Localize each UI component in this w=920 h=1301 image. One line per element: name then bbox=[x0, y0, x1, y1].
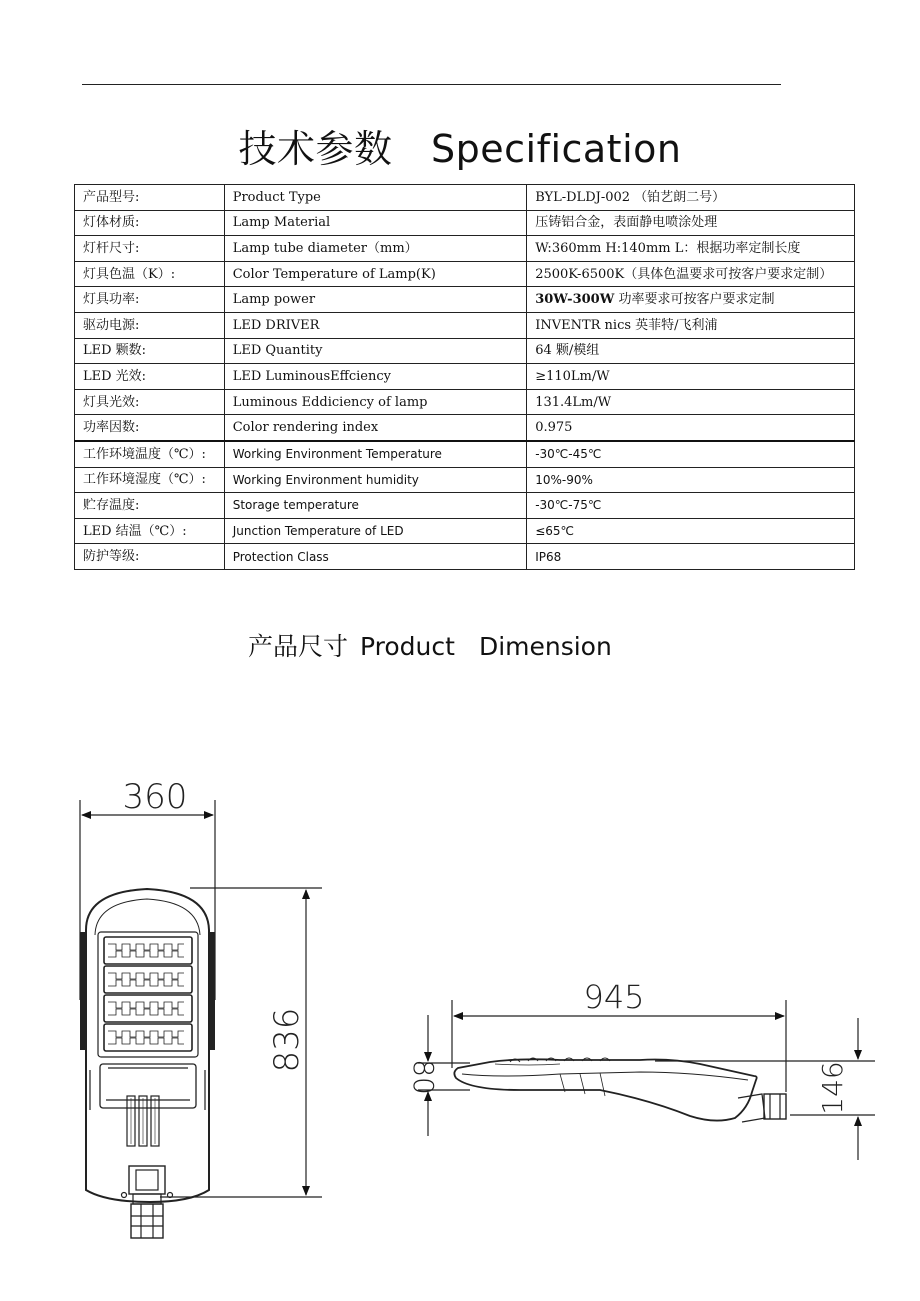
total-height-dimension-label: 146 bbox=[816, 1061, 849, 1115]
row-en-label: Lamp Material bbox=[224, 210, 526, 236]
side-view-drawing bbox=[418, 1000, 875, 1160]
row-en-label: LED LuminousEffciency bbox=[224, 364, 526, 390]
width-dimension-label: 360 bbox=[122, 777, 188, 817]
row-cn-label: LED 结温（℃）: bbox=[75, 518, 225, 544]
row-cn-label: 工作环境温度（℃）: bbox=[75, 441, 225, 467]
row-en-label: Luminous Eddiciency of lamp bbox=[224, 389, 526, 415]
row-en-label: Working Environment Temperature bbox=[224, 441, 526, 467]
row-en-label: LED Quantity bbox=[224, 338, 526, 364]
height-dimension-label: 836 bbox=[267, 1007, 307, 1073]
row-value: -30℃-75℃ bbox=[527, 493, 855, 519]
row-value: 131.4Lm/W bbox=[527, 389, 855, 415]
row-value: BYL-DLDJ-002 （铂艺朗二号） bbox=[527, 185, 855, 211]
row-en-label: Lamp power bbox=[224, 287, 526, 313]
row-value: ≥110Lm/W bbox=[527, 364, 855, 390]
power-note: 功率要求可按客户要求定制 bbox=[618, 292, 775, 308]
row-value: ≤65℃ bbox=[527, 518, 855, 544]
row-value: INVENTR nics 英菲特/飞利浦 bbox=[527, 312, 855, 338]
row-cn-label: 工作环境湿度（℃）: bbox=[75, 467, 225, 493]
row-value: 0.975 bbox=[527, 415, 855, 441]
row-cn-label: LED 颗数: bbox=[75, 338, 225, 364]
row-en-label: Color Temperature of Lamp(K) bbox=[224, 261, 526, 287]
row-cn-label: 产品型号: bbox=[75, 185, 225, 211]
row-en-label: Storage temperature bbox=[224, 493, 526, 519]
row-cn-label: 灯杆尺寸: bbox=[75, 236, 225, 262]
led-module bbox=[104, 995, 192, 1022]
row-en-label: Working Environment humidity bbox=[224, 467, 526, 493]
row-cn-label: 灯具色温（K）: bbox=[75, 261, 225, 287]
row-en-label: Protection Class bbox=[224, 544, 526, 570]
row-cn-label: LED 光效: bbox=[75, 364, 225, 390]
row-value: W:360mm H:140mm L：根据功率定制长度 bbox=[527, 236, 855, 262]
dimension-title-en-2: Dimension bbox=[478, 632, 612, 661]
row-value: -30℃-45℃ bbox=[527, 441, 855, 467]
dimension-title-cn: 产品尺寸 bbox=[248, 632, 349, 661]
row-value: 2500K-6500K（具体色温要求可按客户要求定制） bbox=[527, 261, 855, 287]
led-module bbox=[104, 1024, 192, 1051]
spec-title: 技术参数 Specification bbox=[238, 127, 682, 171]
row-cn-label: 贮存温度: bbox=[75, 493, 225, 519]
row-en-label: Product Type bbox=[224, 185, 526, 211]
row-en-label: LED DRIVER bbox=[224, 312, 526, 338]
row-cn-label: 防护等级: bbox=[75, 544, 225, 570]
row-en-label: Junction Temperature of LED bbox=[224, 518, 526, 544]
row-value: 压铸铝合金，表面静电喷涂处理 bbox=[527, 210, 855, 236]
row-en-label: Color rendering index bbox=[224, 415, 526, 441]
row-cn-label: 驱动电源: bbox=[75, 312, 225, 338]
length-dimension-label: 945 bbox=[583, 978, 645, 1016]
row-en-label: Lamp tube diameter（mm） bbox=[224, 236, 526, 262]
dimension-title-en-1: Product bbox=[360, 632, 455, 661]
led-module bbox=[104, 937, 192, 964]
row-value: 10%-90% bbox=[527, 467, 855, 493]
row-cn-label: 功率因数: bbox=[75, 415, 225, 441]
led-module bbox=[104, 966, 192, 993]
row-value: IP68 bbox=[527, 544, 855, 570]
row-cn-label: 灯具光效: bbox=[75, 389, 225, 415]
thickness-dimension-label: 80 bbox=[407, 1059, 440, 1095]
row-cn-label: 灯具功率: bbox=[75, 287, 225, 313]
row-value: 64 颗/模组 bbox=[527, 338, 855, 364]
power-range: 30W-300W bbox=[535, 292, 615, 308]
row-cn-label: 灯体材质: bbox=[75, 210, 225, 236]
